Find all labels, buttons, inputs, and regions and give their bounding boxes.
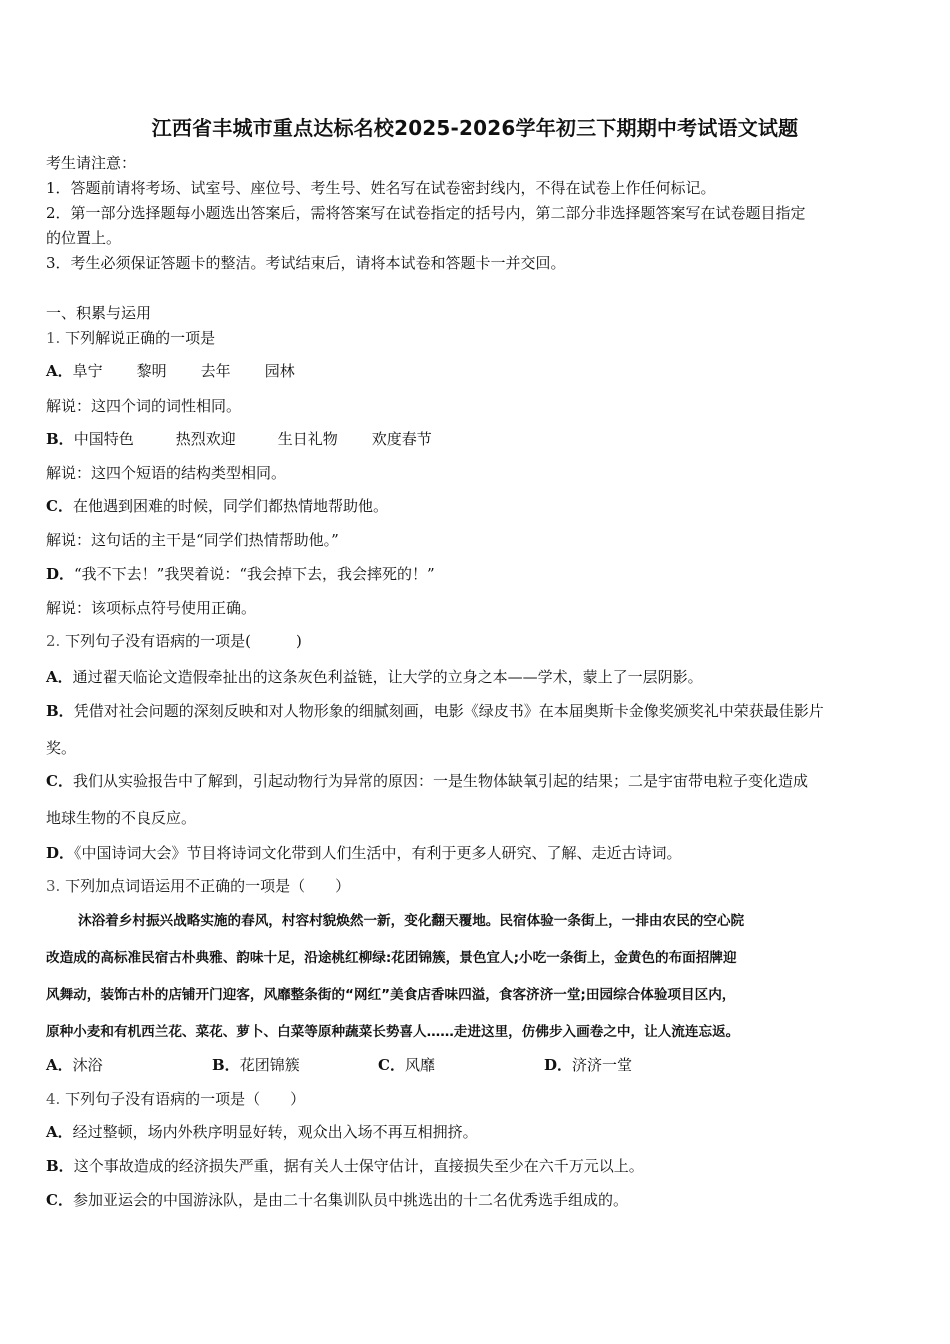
option-text: 在他遇到困难的时候，同学们都热情地帮助他。 bbox=[72, 497, 388, 515]
option-text: 通过翟天临论文造假牵扯出的这条灰色利益链，让大学的立身之本——学术，蒙上了一层阴影。 bbox=[72, 668, 703, 686]
option-text: 《中国诗词大会》节目将诗词文化带到人们生活中，有利于更多人研究、了解、走近古诗词。 bbox=[74, 844, 682, 862]
option-text: 我们从实验报告中了解到，引起动物行为异常的原因：一是生物体缺氧引起的结果；二是宇宙带电粒子变化造成 bbox=[72, 772, 808, 790]
q3-option-b bbox=[212, 1054, 378, 1075]
option-word: 欢度春节 bbox=[371, 430, 432, 448]
notice-heading: 考生请注意： bbox=[46, 154, 137, 172]
option-text: 这个事故造成的经济损失严重，据有关人士保守估计，直接损失至少在六千万元以上。 bbox=[73, 1157, 644, 1175]
q2-option-b bbox=[46, 700, 824, 721]
option-label: A． bbox=[46, 1123, 73, 1141]
q3-option-a bbox=[46, 1054, 212, 1075]
notice-item-2-cont: 的位置上。 bbox=[46, 229, 122, 247]
q3-passage-line-2: 改造成的高标准民宿古朴典雅、韵味十足，沿途桃红柳绿:花团锦簇，景色宜人;小吃一条街上，金黄色的布面招牌迎 bbox=[46, 950, 737, 966]
option-label: C． bbox=[46, 497, 73, 515]
question-text: 下列句子没有语病的一项是( ) bbox=[65, 632, 302, 650]
section-heading: 一、积累与运用 bbox=[46, 304, 152, 322]
question-2-stem bbox=[46, 630, 302, 651]
q2-option-c-cont: 地球生物的不良反应。 bbox=[46, 809, 197, 827]
option-word: 黎明 bbox=[136, 362, 167, 380]
option-text: “我不下去！”我哭着说：“我会掉下去，我会摔死的！” bbox=[74, 565, 435, 583]
question-3-stem bbox=[46, 875, 350, 896]
q1-explain-d: 解说：该项标点符号使用正确。 bbox=[46, 599, 257, 617]
question-number: 4. bbox=[46, 1090, 61, 1108]
option-text: 沐浴 bbox=[72, 1056, 103, 1074]
question-1-stem bbox=[46, 327, 215, 348]
q2-option-c bbox=[46, 770, 808, 791]
option-label: A． bbox=[46, 362, 73, 380]
option-label: A． bbox=[46, 1056, 73, 1074]
q3-passage-line-3: 风舞动，装饰古朴的店铺开门迎客，风靡整条街的“网红”美食店香味四溢，食客济济一堂;田园综合体验项目区内， bbox=[46, 987, 736, 1003]
notice-item-2: 2．第一部分选择题每小题选出答案后，需将答案写在试卷指定的括号内，第二部分非选择题答案写在试卷题目指定 bbox=[46, 204, 806, 222]
notice-item-1: 1．答题前请将考场、试室号、座位号、考生号、姓名写在试卷密封线内，不得在试卷上作任何标记。 bbox=[46, 179, 716, 197]
option-text: 凭借对社会问题的深刻反映和对人物形象的细腻刻画，电影《绿皮书》在本届奥斯卡金像奖颁奖礼中荣获最佳影片 bbox=[73, 702, 824, 720]
q1-explain-b: 解说：这四个短语的结构类型相同。 bbox=[46, 464, 287, 482]
option-text: 参加亚运会的中国游泳队，是由二十名集训队员中挑选出的十二名优秀选手组成的。 bbox=[72, 1191, 628, 1209]
q3-option-c bbox=[378, 1054, 544, 1075]
page-title: 江西省丰城市重点达标名校2025-2026学年初三下期期中考试语文试题 bbox=[151, 116, 799, 140]
q2-option-d bbox=[46, 842, 682, 863]
option-label: C． bbox=[378, 1056, 405, 1074]
option-word: 去年 bbox=[200, 362, 231, 380]
q1-option-c bbox=[46, 495, 388, 516]
option-text: 花团锦簇 bbox=[239, 1056, 300, 1074]
option-label: D． bbox=[46, 844, 75, 862]
option-word: 中国特色 bbox=[73, 430, 134, 448]
q1-option-d bbox=[46, 563, 435, 584]
option-word: 阜宁 bbox=[72, 362, 103, 380]
question-number: 2. bbox=[46, 632, 61, 650]
option-word: 园林 bbox=[264, 362, 295, 380]
option-text: 济济一堂 bbox=[572, 1056, 633, 1074]
option-label: B． bbox=[212, 1056, 240, 1074]
question-text: 下列解说正确的一项是 bbox=[65, 329, 216, 347]
question-text: 下列加点词语运用不正确的一项是（ ） bbox=[65, 877, 351, 895]
q2-option-b-cont: 奖。 bbox=[46, 739, 77, 757]
notice-item-3: 3．考生必须保证答题卡的整洁。考试结束后，请将本试卷和答题卡一并交回。 bbox=[46, 254, 566, 272]
option-label: B． bbox=[46, 702, 74, 720]
q4-option-b bbox=[46, 1155, 644, 1176]
question-number: 1. bbox=[46, 329, 61, 347]
q3-option-d bbox=[544, 1054, 632, 1075]
q1-option-a bbox=[46, 360, 295, 381]
option-label: B． bbox=[46, 1157, 74, 1175]
option-text: 风靡 bbox=[404, 1056, 435, 1074]
q1-explain-a: 解说：这四个词的词性相同。 bbox=[46, 397, 242, 415]
option-label: D． bbox=[46, 565, 75, 583]
question-4-stem bbox=[46, 1088, 305, 1109]
option-label: D． bbox=[544, 1056, 573, 1074]
option-text: 经过整顿，场内外秩序明显好转，观众出入场不再互相拥挤。 bbox=[72, 1123, 478, 1141]
option-label: C． bbox=[46, 1191, 73, 1209]
q4-option-c bbox=[46, 1189, 628, 1210]
q1-explain-c: 解说：这句话的主干是“同学们热情帮助他。” bbox=[46, 531, 339, 549]
q4-option-a bbox=[46, 1121, 478, 1142]
q3-passage-line-4: 原种小麦和有机西兰花、菜花、萝卜、白菜等原种蔬菜长势喜人……走进这里，仿佛步入画卷之中，让人流连忘返。 bbox=[46, 1024, 740, 1040]
q3-options bbox=[46, 1054, 632, 1075]
option-label: B． bbox=[46, 430, 74, 448]
q3-passage-line-1: 沐浴着乡村振兴战略实施的春风，村容村貌焕然一新，变化翻天覆地。民宿体验一条街上，一排由农民的空心院 bbox=[78, 913, 745, 929]
option-label: A． bbox=[46, 668, 73, 686]
question-text: 下列句子没有语病的一项是（ ） bbox=[65, 1090, 306, 1108]
q1-option-b bbox=[46, 428, 432, 449]
q2-option-a bbox=[46, 666, 703, 687]
question-number: 3. bbox=[46, 877, 61, 895]
option-word: 生日礼物 bbox=[277, 430, 338, 448]
option-label: C． bbox=[46, 772, 73, 790]
option-word: 热烈欢迎 bbox=[175, 430, 236, 448]
